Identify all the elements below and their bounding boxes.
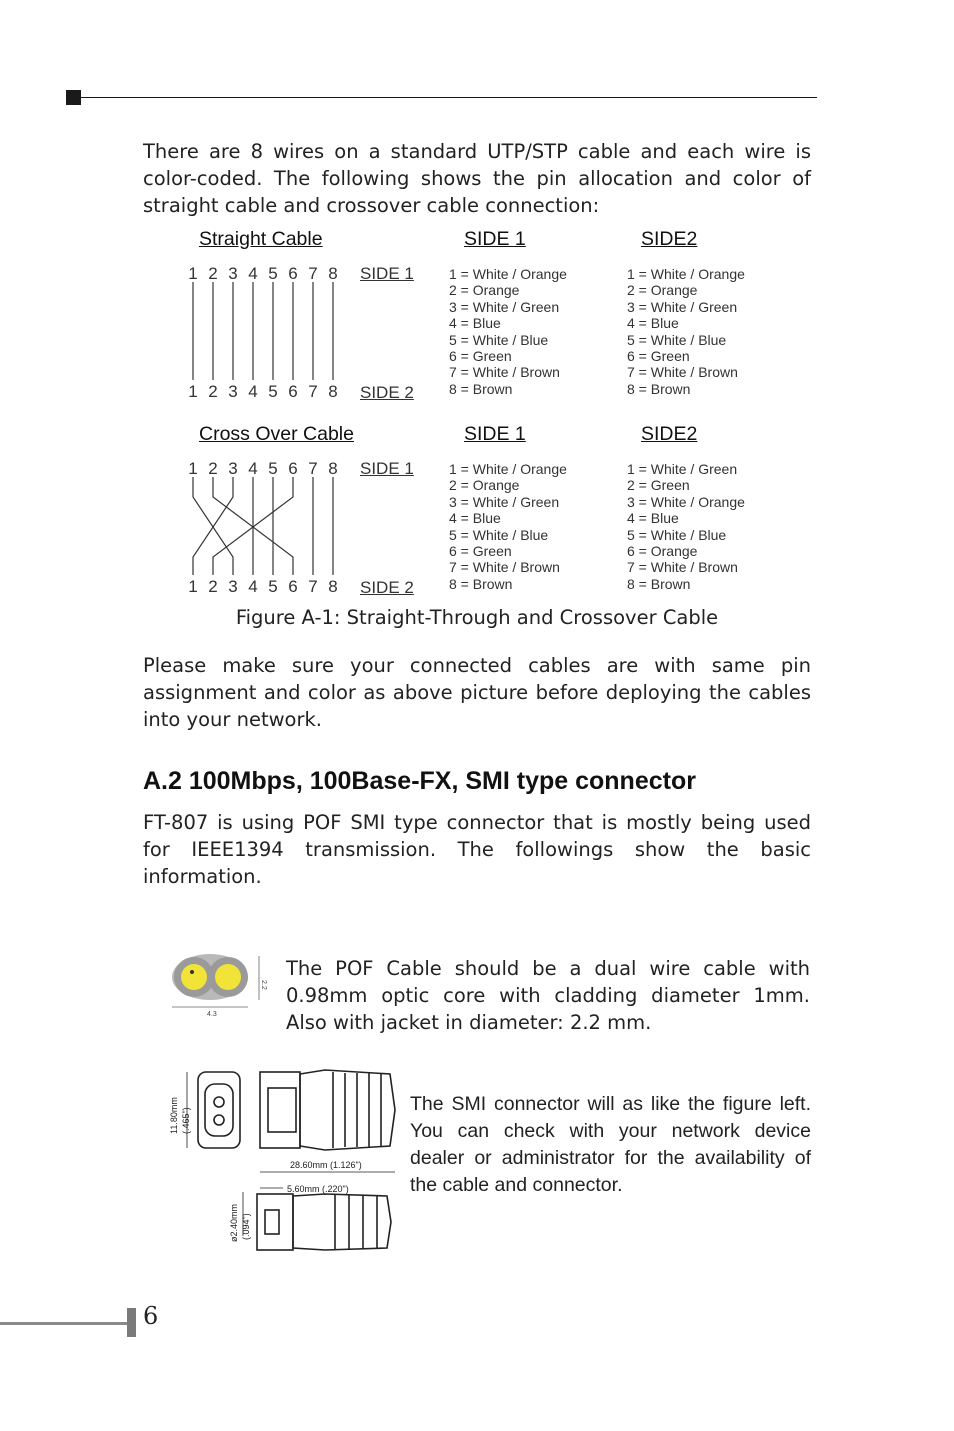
cross-cable-title: Cross Over Cable <box>199 423 354 445</box>
pin-label: 3 <box>228 264 238 283</box>
pin-label: 1 <box>188 382 198 401</box>
straight-side1-heading: SIDE 1 <box>464 228 526 250</box>
pin-label: 8 <box>328 264 338 283</box>
list-item: 8 = Brown <box>449 380 513 397</box>
pin-label: 1 <box>188 577 198 596</box>
pin-label: 7 <box>308 382 318 401</box>
pin-label: 4 <box>248 264 258 283</box>
pof-description: The POF Cable should be a dual wire cable with 0.98mm optic core with cladding diameter 1mm. Also with jacket in diameter: 2.2 mm. <box>286 957 810 1034</box>
list-item: 2 = Orange <box>627 282 698 299</box>
pof-height-dimension: 2.2 <box>260 980 267 990</box>
list-item: 8 = Brown <box>627 380 691 397</box>
page-number: 6 <box>143 1302 159 1330</box>
cross-side2-heading: SIDE2 <box>641 423 698 445</box>
list-item: 2 = Orange <box>449 282 520 299</box>
cross-side1-label: SIDE 1 <box>360 459 414 478</box>
pin-label: 6 <box>288 382 298 401</box>
list-item: 2 = Green <box>627 477 690 494</box>
list-item: 5 = White / Blue <box>449 526 549 543</box>
smi-tip-dimension: 5.60mm (.220") <box>287 1184 349 1194</box>
straight-side2-heading: SIDE2 <box>641 228 698 250</box>
cross-side1-heading: SIDE 1 <box>464 423 526 445</box>
list-item: 8 = Brown <box>449 575 513 592</box>
list-item: 6 = Green <box>627 348 690 365</box>
pin-label: 4 <box>248 459 258 478</box>
pin-label: 1 <box>188 459 198 478</box>
pin-label: 8 <box>328 459 338 478</box>
pin-label: 7 <box>308 577 318 596</box>
pin-label: 7 <box>308 459 318 478</box>
smi-height-in: (.465") <box>181 1107 191 1134</box>
straight-cable-diagram <box>185 226 785 406</box>
pin-label: 5 <box>268 382 278 401</box>
smi-description: The SMI connector will as like the figure left. You can check with your network device dealer or administrator for the availability of the cable and connector. <box>410 1093 811 1196</box>
smi-connector-drawing <box>165 1064 401 1260</box>
crossover-cable-diagram <box>185 421 785 601</box>
list-item: 6 = Green <box>449 348 512 365</box>
list-item: 8 = Brown <box>627 575 691 592</box>
pin-label: 2 <box>208 459 218 478</box>
pin-label: 7 <box>308 264 318 283</box>
header-rule <box>81 97 817 98</box>
list-item: 7 = White / Brown <box>449 364 560 381</box>
list-item: 7 = White / Brown <box>449 559 560 576</box>
list-item: 3 = White / Orange <box>627 493 745 510</box>
pin-label: 8 <box>328 382 338 401</box>
list-item: 7 = White / Brown <box>627 364 738 381</box>
list-item: 4 = Blue <box>627 510 679 527</box>
list-item: 6 = Green <box>449 543 512 560</box>
pin-label: 3 <box>228 459 238 478</box>
pin-label: 6 <box>288 577 298 596</box>
smi-height-mm: 11.80mm <box>169 1097 179 1134</box>
pin-label: 5 <box>268 577 278 596</box>
smi-diameter-mm: ø2.40mm <box>229 1203 239 1242</box>
pin-label: 4 <box>248 577 258 596</box>
pin-label: 6 <box>288 459 298 478</box>
straight-side1-list <box>449 266 567 397</box>
intro-paragraph: There are 8 wires on a standard UTP/STP cable and each wire is color-coded. The following shows the pin allocation and color of straight cable and crossover cable connection: <box>143 140 811 217</box>
pin-label: 5 <box>268 459 278 478</box>
list-item: 4 = Blue <box>627 315 679 332</box>
straight-cable-title: Straight Cable <box>199 228 323 250</box>
list-item: 2 = Orange <box>449 477 520 494</box>
footer-rule <box>0 1322 128 1325</box>
cross-side1-list <box>449 461 567 592</box>
pin-label: 3 <box>228 577 238 596</box>
list-item: 1 = White / Orange <box>449 461 567 477</box>
reminder-paragraph: Please make sure your connected cables are with same pin assignment and color as above picture before deploying the cables into your network. <box>143 654 811 731</box>
list-item: 1 = White / Orange <box>449 266 567 282</box>
straight-side2-list <box>627 266 745 397</box>
list-item: 3 = White / Green <box>449 298 560 315</box>
pin-label: 2 <box>208 577 218 596</box>
footer-marker <box>127 1308 136 1337</box>
pin-label: 3 <box>228 382 238 401</box>
list-item: 4 = Blue <box>449 315 501 332</box>
pin-label: 5 <box>268 264 278 283</box>
cross-side2-list <box>627 461 745 592</box>
smi-diameter-in: (.094") <box>241 1213 251 1240</box>
pin-label: 1 <box>188 264 198 283</box>
list-item: 7 = White / Brown <box>627 559 738 576</box>
list-item: 4 = Blue <box>449 510 501 527</box>
list-item: 3 = White / Green <box>627 298 738 315</box>
list-item: 3 = White / Green <box>449 493 560 510</box>
pin-label: 2 <box>208 264 218 283</box>
pof-cable-cross-section <box>167 950 271 1020</box>
list-item: 1 = White / Green <box>627 461 738 477</box>
list-item: 6 = Orange <box>627 543 698 560</box>
list-item: 5 = White / Blue <box>627 331 727 348</box>
list-item: 5 = White / Blue <box>449 331 549 348</box>
figure-caption: Figure A-1: Straight-Through and Crossover Cable <box>235 606 719 629</box>
pin-label: 2 <box>208 382 218 401</box>
list-item: 5 = White / Blue <box>627 526 727 543</box>
pin-label: 8 <box>328 577 338 596</box>
section-heading: A.2 100Mbps, 100Base-FX, SMI type connector <box>143 767 696 795</box>
straight-side1-label: SIDE 1 <box>360 264 414 283</box>
smi-intro-paragraph: FT-807 is using POF SMI type connector that is mostly being used for IEEE1394 transmission. The followings show the basic information. <box>143 811 811 888</box>
pof-width-dimension: 4.3 <box>207 1011 217 1018</box>
pin-label: 4 <box>248 382 258 401</box>
header-marker <box>66 90 81 105</box>
pin-label: 6 <box>288 264 298 283</box>
cross-side2-label: SIDE 2 <box>360 578 414 597</box>
straight-side2-label: SIDE 2 <box>360 383 414 402</box>
smi-length-dimension: 28.60mm (1.126") <box>290 1160 362 1170</box>
list-item: 1 = White / Orange <box>627 266 745 282</box>
